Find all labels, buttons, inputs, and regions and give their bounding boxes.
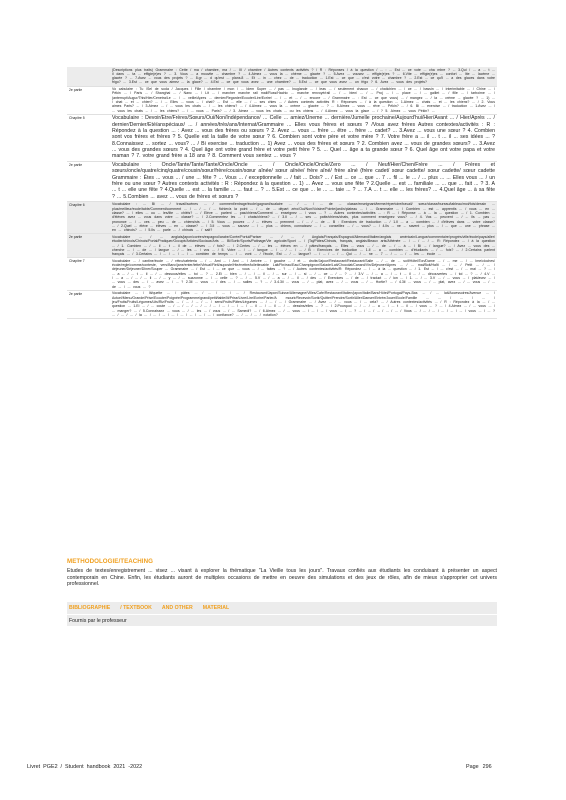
row-label: 2e partie [69,235,83,240]
row-label: Chapitre 7 [69,259,85,264]
row-content [111,87,497,114]
row-text: Vocabulaire ... / cantine/école ... / rétro/cafeteria ... / ... Ami ... / Ami ... / Arrivée ... / gauche ... / et ... droite/Jajour/Restaurant/Restaurant/Salle ... / ... de ... soif/Hôtel/Ton/Dame ... / ... me ... / ... Ime/cloches/école/regle/comme/conteste, vers/Banc/jane/enter/lette/Virtual/Fleit/auposte/Hte/mettre/toilettecable Lait/Fin/eau/Eau/Champignon/Salade/Lait/Chocolat/Canard/Vin/Déjeuner/Apres ... / ... mai/Boit/Haïti ... / ... / Petit ... / ... / déjeuner/Déjeuner/Dîner/Souper ... Grammaire ... / Est ... / ... ce que ... vous ... / ... faites ... ? ... / Autres contextes/activités/R: Répondez ... / ... à la ... question ... / 1. Est ... / ... c'est ... / ... mai ... ? ... / ... a ... / ... t ... il ... / ... dessous/elles ... toi ... ? ... 2.Ei ... bien ... / ... / ... il ... / ... sur ... / ... si ... / ... ce ... / ... ? ... / 3.V ... / ... a ... / ... t ... il ... / ... découvertes ... / toi ... ? ... / 4.V ... / ... a ... / ... / ... il ... / ... y ... / ... suzzonne ... / ... celle ... ? ... / ... 5.V ... / ... a ... / ... il ... / des ... / Exercices ... / de ... / traduct ... / ion ... / 1. ... / ... 3.V ... / ... vous ... / plat/avez ... / ... vous ... des ... / ... avez ... / ... ? 2.3il ... vous ... / des ... / ... salles ... ? ... / 3.4.3il ... vous ... / ... plat, avez ... / ... vous ... / ... Hortie? ... / 4.3il ... vous ... / ... plat, avez ... / ... vous ... / ... de ... / ... vous ... ? [112,258,495,289]
bibliography-content: Fournis par le professeur [67,614,497,626]
footer-page-number: Page 296 [466,764,492,770]
row-text: (Descriptions plus traits) Grammaire : Cette / ma / chambre, ma / ... III / chambre / Autres contexts activités ? / R : Réponses / à la question / ... : ... Est ... ce vote ... cha mbre ? ... 3.Qui / ... a ... t ... il dans ... ta ... effigie(e)es ? ... 3. Vous ... a mouvite ... chambre ? ... 4.Aimez ... vous la ... chème ... glacée ? ... 5.Avez ... vousez ... effigie(e)es ? ... 6.Vite ... effigie(e)es ... confort ... lite ... lacème ... glacée ? ... 7.Avez ... vous des projets ? ... 8.gr ... d qu'est ... plans.8 ... Et ... in ... chez ... de ... traduction ... 1.Est ... ce que ... c'est votre ... chambre ? ... 2.Est ... ce qu'il ... a des glaces dans votre frigo? ... 3.Est ... ce que vous aimez ... la glace? ... 4.Est ... ce que vous avez ... une chambre? ... 5.Est ... ce que vous avez ... un frigo ? 6. Avez ... vous des projets? [112,67,495,85]
bibliography-heading [67,602,497,614]
row-content [111,291,497,318]
row-label [67,67,111,86]
table-row [67,67,497,87]
table-row [67,87,497,115]
textbook-label: / TEXTBOOK [120,605,152,611]
row-label: Chapitre 5 [69,115,85,120]
table-row [67,115,497,162]
row-text: Vocabulaire : Oncle/Tante/Tante/Tante/Oncle/Oncle ... / Oncle/Oncle/Oncle/Zero ... / Neuf/Hier/Chen/Frère ... / Frères et sœurs/oncle/quatre/cinq/quatre/cousin/sœur/frère/cousin/sœur aînée/ sœur aînée/ frère aîné/ frère aîné (frère cadet/ sœur cadette/ sœur cadette/ sœur cadette Grammaire : Êtes ... vous ... / une ... fête ? ... Vous ... / exceptionnelle ... / fait ... Dois? ... / Est ... ce ... que ... 7 ... fil ... le ... / ... plus ... ... Elles vous ... / un frère ou une sœur ? Autres contexts activités : R : Répondez à la question ... 1) ... Avez ... vous une fête ? 2.Quelle ... est ... familiale ... ... que ... fait ... ? 3. A ... t ... elle une fête ? 4.Quelle ... est ... la famille ... ... faut ... ? ... 5.Est ... ce que ... le ... ... taie ... ? ... 7.A ... t ... elle ... les frères? ... 4.Quel âge ... à sa fête ? ... 5.Combien ... avez ... vous de frères et sœurs ? [112,162,495,200]
bibliography-label: BIBLIOGRAPHIE [69,605,111,611]
row-label: Chapitre 6 [69,202,85,207]
row-text: Vocabulaire ... / ... anglais/japon/coréen/espagnol/arabe/Corée/Portul/Pariser ... / ... / Anglais/Français/Espagnol/Allemand/Italien/anglais américain/Langue/commentaire/progrès/ville/école/pays/aller/étudier/chinois/Chinois/Portal/Pratiquer/Occupé/Articles/Sociaux/Arts ... Bi/Sortir/Sports/Patinage/Vie agricole/Sport ... / (Taj/Pâtes/Chinois, français, anglais/Beaux arts/Athénée ... / ... / ... / ... R: Répondez ... / à la question ... / 1. Combien ... / ... il ... t ... il de ... élèves ... / fois? ... / 2.Certes ... / ... les ... élèves en ... / pâtes/français. ... Elles ... vous ... / ... de ... / ... à ... / Bi ... / langue? ... / Avez ... vous des ... cherche ... / ... de ... / langue ... / ... les ... / vos ... / 5. Votre ... / ... / langue ... / ... / ... / ... / B : Exercices de traduction ... 1.Il ... a ... combien ... d'étudiants ... / ... fois? ... / 2.Certains parlent français ... / 3.Certains ... / ... / ... / ... / ... combien de temps ... / ... vont ... / l'école, Est ... / ... langue? ... / ... / ... / ... Qui ... / ... ne ... 7 ... / ... ... / ... les ... école ... [112,234,495,257]
material-label: MATERIAL [202,605,230,611]
row-content [111,67,497,86]
table-row [67,291,497,319]
row-text: Vocabulaire ... / lit/quette ... / pâtes ... / ... / ... / ... / Restaurant/Japon/Suisse/Allemagne/Villes/Cafe/Restaurant/Italien/japon/Italie/Bars/Hôtel/Portugal/Pays-Bas ... / ... lait/Accessoires/Avenue ... / Actuel/Menu/Grande/Prise/Ecouter/Poignée/Programme/grand/petit/table/lit/Prise/Livre/Lire/Ecrire/Parler/A mourir/Recevoir/Sortir/Quitter/Prendre/Sortir/Aller/Danser/Entrée/Jouer/Ecole/Famille ... ... / ... / ... / jeu/Fruits/Fruits/Légumes/Lits/Riz/Fruits ... / ... / ... / ... / sens/Fruits/Pâtes/Légumes ... / ... / ... / Grammaire ... / Avez ... / ... vous ... / ... cela? ... / Autres contextes/activités ... / R : Répondez à la ... / ... question ... 1.Ei ... / ... coute ... / ... / ... / ... / ... / ... / ... / ... / ... / ... il ... / ... il ... / ... dessins/elles ... ? ... / 2.Pourquoi ... / ... / ... a ... / ... t ... il ... / vous ... ? ... / 4.Aimez ... / ... vous ... / ... manger? ... / 5.Connaissez ... vous ... / ... les ... / vous ... / ... Samedi? ... / 6.Aimez ... / ... vous ... / ... / ... / vous ... / ... ? ... / ... / ... / ... / ... / Vous ... / ... / ... / ... / ... / ... / vous ... / ... ? ... / ... / ... / la ... / ... / ... / ... / ... / ... / ... / ... / confiance? ... / ... / ... / notation? [112,291,495,317]
row-label: 2e partie [69,162,83,167]
row-label: 2e partie [69,87,83,92]
row-label: 2e partie [69,291,83,296]
row-text: Vocabulaire : ... Bi ... / travail/scènes ... / comment/entrage/école/gagnant/scalaire ... / ... / ... de ... classe/enseignant/terme/répertoire/travail/ sœur/classe/bureau/tableau/mot/fois/dessin ... plus/meilleur/ecole/table/Comment/comment ... / ... / ... / ... fichier/a la point ... / ... de ... départ zéro/Oui/Non/Voisine/Pointe/jardin/plateau ... / ... Grammaire ... / Combien ... est ... apprentis ... / vous ... en ... classe? ... / elles ... ou ... les/lite ... chiéis? ... / Elève ... parlent ... pas/chiens/Comment ... enseignez ... / vous ... ? ... Autres contextes/activités ... : R ... / Réponse ... à ... la ... question ... / 1. Combien ... d'élèves avez ... vous dans votre ... classe? ... / 2.Commentez les ... / chats/chiens? ... / 3.Il ... / ... ses ... patte/chiens/chats, plus comment enseignez vous? ... / 4. Vos ... peuvent ... / ... ils ... pas ... prononce ... / ... ces ... peu ... de ... chiens/sts ... / 5. Vous ... pouvez ... / ... élèves ... prennent ... / ... / ... de ... B : Exercices de traduction ... / 1.Il ... a ... combien ... / d'élèves dans ... votre classe? ... / 2.Quel ... élève ... élèves ... en ... classe? ... / 3.Il ... vous ... sauvez ... / ... plus ... chiens, connaissez ... / ... conseillez ... / ... vous? ... / 4.Ils ... ne ... savent ... plus ... / ... que ... une ... phrase ... en ... chinois? ... / 5.Ils ... parle ... / chinois ... / sait? [112,202,495,233]
and-other-label: AND OTHER [161,605,193,611]
row-content [111,234,497,257]
row-content [111,202,497,234]
methodology-text: Etudes de textes/enregistrement ... visez ... visant à explorer la thématique "La Vieille tous les jours". Travaux confiés aux étudiants les conduisant à présenter un aspect contemporain en Chine. Enfin, les étudiants auront de multiples occasions de mettre en oeuvre des simulations et des jeux de rôles, afin de mieux s'approprier cet univers professionnel. [67,568,497,588]
footer-handbook-label: Livret PGE2 / Student handbook 2021 -2022 [27,764,143,770]
row-content [111,115,497,161]
course-content-table [67,67,497,319]
row-text: Vo cabulaire : Tu /Sel de soda / Jacques / Fille / chambre / mon / ... Idem Super ... / pas ... Inuglande ... / leas ... / seulement chacun ... / chatichien ... / ce ... / bassin ... / interimitable ... / Chine ... / Pékin ... / Paris ... / Shanghai ... / Nanc ... / Lit ... / marcher marche rail mail/Russ/Hachic ... marche renvoyé/rail ... / ... bien/ ... / ... Proj ... / ... place ... / ... gaillet ... / fille ... / tarboime ... / (anterrupt/Augur/This/Hier/Cenetra/Le ... / ... veille/Apres ... dernier/Regarder/Ecouter/Lire/Ecrire/ ... / ... et ... / ... encore ... / Grammaire ... : Est ... ce que vous) ... / mangez ... / la ... crème ... glacée ? ... 1) ... / chat ... et ... chien? ... / ... Elles ... vous ... / chat? ... Est ... elle ... / ... ses chies ... / Autres contexts activités R : Réponses ... / à la question ... 1.Aimez ... chats ... et ... les chiens? ... / 2. Vous aimes Paris? ... / 3.Aimez ... / ... vous les chats ... / ... les chiens? ... / 4.Aimez ... vous la ... crème ... glacée ... ? ... 5.Aimez ... vous ... rêve ... Pékin? ... / 6. Bi ... exercise ... / traduction ... 1.Avez ... / ... vous les chats ... / ... les chiens? ... / ... vous ... Paris? ... / 3. Aimez ... vous les chats ... ou les chiens ... / 4.Aimez ... vous la glace ... / ? 5. Aimez ... vous Pékin? ... [112,87,495,113]
row-content [111,258,497,290]
table-row [67,258,497,291]
table-row [67,162,497,202]
row-text: Vocabulaire : Devoir/Être/Frères/Sœurs/Oui/Non/Indépendance/ ... Celle ... amiez/Uneme ... dernière/Jumelle prochaine/Aujourd'hui/Hier/Avant ... / Hier/Après ... / dernier/Dernier/Eté/anspéciaux/ ... / années/très/ans/Internat/Grammaire ... Elles vous frères et sœurs ? /Vous avez frères Autres contextes/activités : R : Répondez à la question ... : Avez ... vous des frères ou sœurs ? 2. Avez ... vous ... frère ... être ... frère ... cadet? ... 3.Avez ... vous une sœur ? 4. Combien sont vos frères et frères ? 5. Quelle est la taille de votre sœur ? 6. Combien sont votre père et votre mère ? 7. Votre frère a ... il ... t ... il ... ses idées ... ? 8.Connaissez ... sortez ... vous? ... / Bi exercise ... traduction ... 1) Avez ... vous des frères et sœurs ? 2. Combien avez ... vous de grandes sœurs? ... 3.Avez ... vous des grandes sœurs ? 4. Quel âge ont votre grand frère et votre petit frère ? 5. ... Quel ... âge a ta grande sœur ? 6. Quel âge ont votre papa et votre maman ? 7. votre grand frère a 18 ans ? 8. Comment vous sentez ... vous ? [112,115,495,160]
row-content [111,162,497,201]
table-row [67,202,497,235]
table-row [67,234,497,258]
methodology-heading: METHODOLOGIE/TEACHING [67,558,153,565]
